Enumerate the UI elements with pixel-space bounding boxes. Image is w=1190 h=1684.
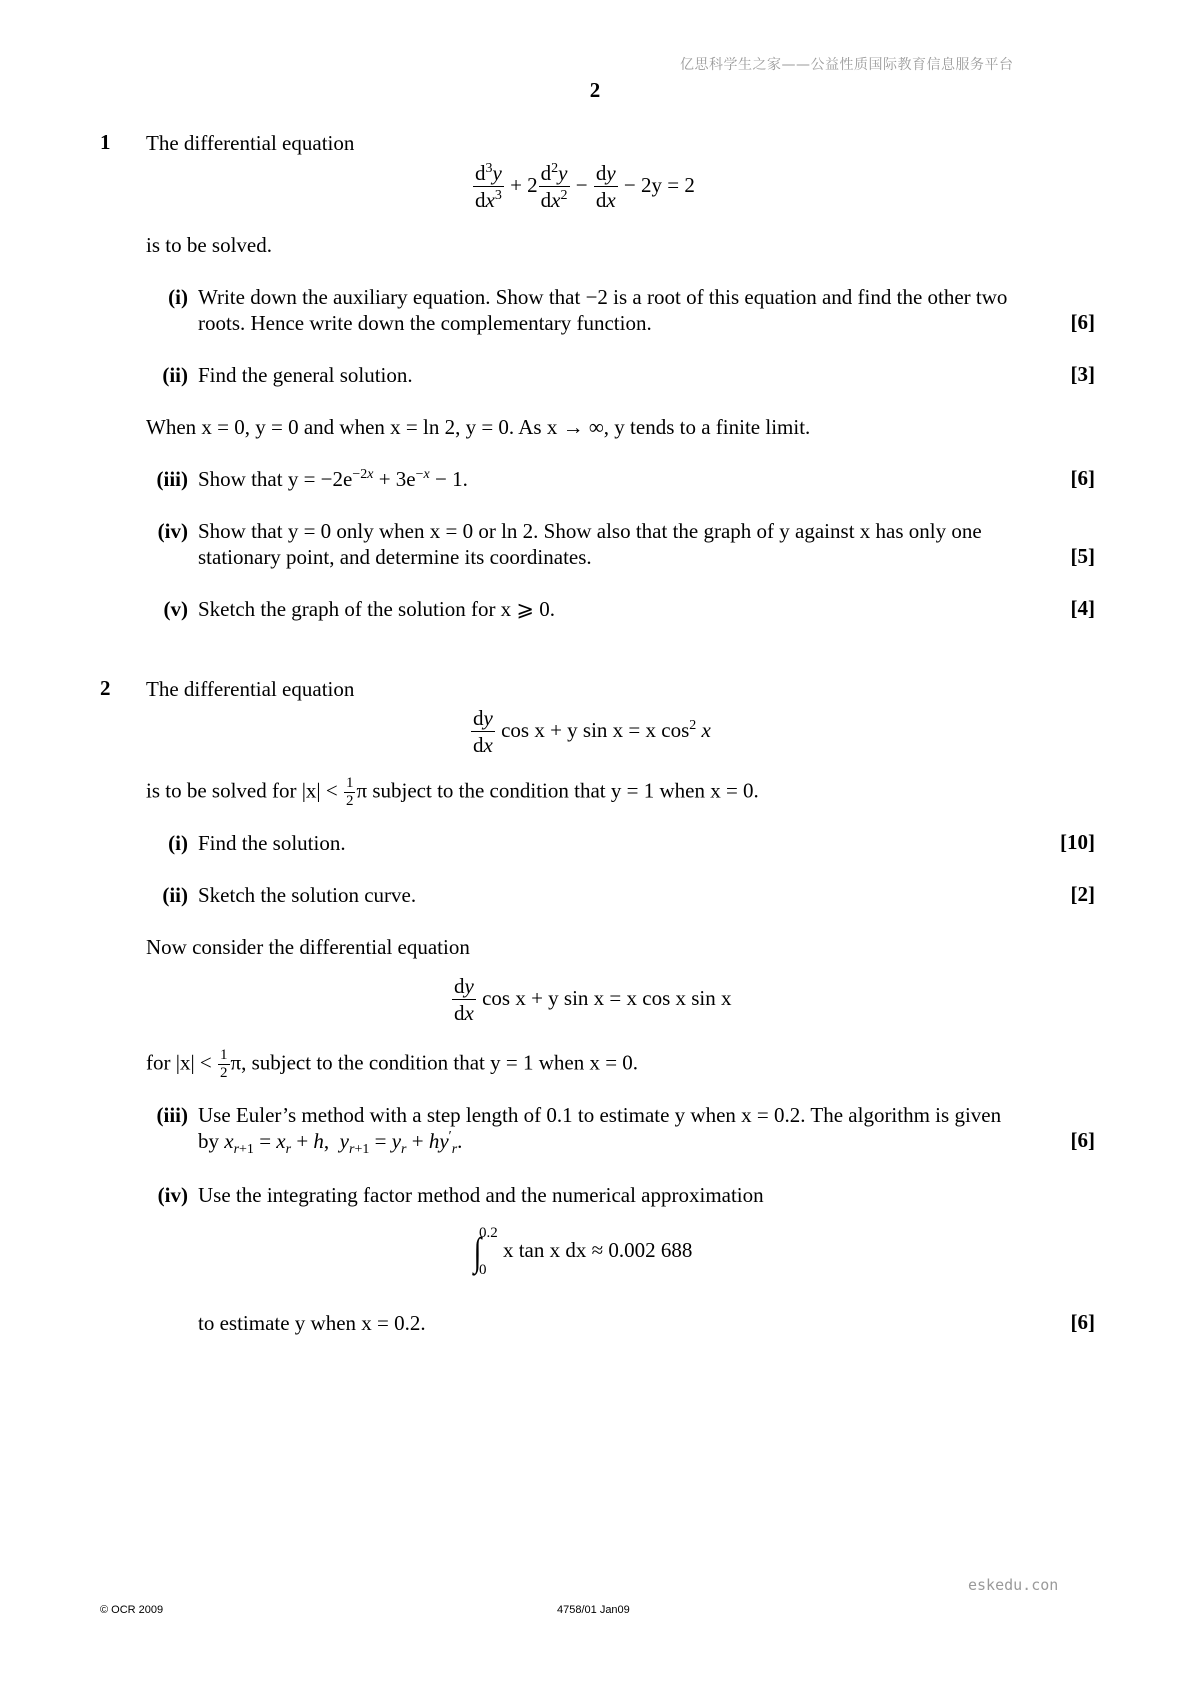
q2-now-consider: Now consider the differential equation [146, 935, 470, 959]
q2-part-i-marks: [10] [1060, 830, 1095, 854]
q2-part-iii [146, 1102, 1001, 1128]
q1-part-v-marks: [4] [1070, 596, 1095, 620]
question-1-after: is to be solved. [146, 233, 272, 257]
q2-part-iv-text: Use the integrating factor method and the numerical approximation [198, 1183, 764, 1207]
q1-part-ii-label: (ii) [162, 363, 188, 387]
q1-part-iv-label: (iv) [157, 519, 188, 543]
q1-equation-tail: − 2y = 2 [623, 172, 695, 197]
q1-part-ii [146, 362, 413, 388]
q1-part-iv-text: Show that y = 0 only when x = 0 or ln 2. Show also that the graph of y against x has only one [198, 519, 982, 543]
question-2-equation-1: $\frac{dy}{dx}$ cos x + y sin x = x $\cos^2 x$ [473, 706, 711, 757]
footer-copyright: © OCR 2009 [100, 1604, 164, 1616]
q2-part-iv-label: (iv) [157, 1183, 188, 1207]
q1-part-i-text-2: roots. Hence write down the complementary function. [198, 311, 652, 335]
q2-condition-1: is to be solved for |x| < $\frac{1}{2}$ π subject to the condition that y = 1 when x = 0. [146, 775, 759, 809]
q1-part-ii-marks: [3] [1070, 362, 1095, 386]
q1-part-v-text: Sketch the graph of the solution for x ⩾ 0. [198, 597, 556, 621]
q2-part-iii-text: Use Euler’s method with a step length of 0.1 to estimate y when x = 0.2. The algorithm is given [198, 1103, 1002, 1127]
q2-part-i-label: (i) [168, 831, 188, 855]
q2-condition-2: for |x| < $\frac{1}{2}$ π, subject to the condition that y = 1 when x = 0. [146, 1047, 639, 1081]
q1-part-iv-marks: [5] [1070, 544, 1095, 568]
q2-part-i [146, 830, 346, 856]
question-2-intro: The differential equation [146, 677, 355, 701]
q2-cond2-end: π, subject to the condition that y = 1 when x = 0. [230, 1050, 639, 1075]
q1-part-v-label: (v) [163, 597, 188, 621]
q2-eq2-rhs: cos x + y sin x = x cos x sin x [482, 985, 732, 1010]
q2-cond1-start: is to be solved for |x| < [146, 778, 338, 803]
q1-part-v [146, 596, 555, 622]
q1-part-i [146, 284, 1007, 310]
page-number: 2 [589, 78, 601, 102]
question-1-number: 1 [100, 130, 111, 154]
q2-part-iii-algorithm: by $x_{r+1} = x_r + h$, $y_{r+1} = y_r + hy'_r$. [198, 1129, 463, 1158]
q2-part-i-text: Find the solution. [198, 831, 346, 855]
watermark-top: 亿思科学生之家——公益性质国际教育信息服务平台 [680, 57, 1014, 73]
q1-part-ii-text: Find the general solution. [198, 363, 413, 387]
q1-part-iii-label: (iii) [156, 467, 188, 491]
q2-part-iv [146, 1182, 764, 1208]
q1-part-i-text: Write down the auxiliary equation. Show that −2 is a root of this equation and find the other two [198, 285, 1008, 309]
question-2-equation-2: $\frac{dy}{dx}$ cos x + y sin x = x cos x sin x [454, 974, 732, 1025]
q2-part-iii-label: (iii) [156, 1103, 188, 1127]
q2-integral [472, 1226, 692, 1278]
q2-part-ii-label: (ii) [162, 883, 188, 907]
q2-part-ii-marks: [2] [1070, 882, 1095, 906]
q1-condition: When x = 0, y = 0 and when x = ln 2, y = 0. As x → ∞, y tends to a finite limit. [146, 415, 811, 439]
question-2-number: 2 [100, 676, 111, 700]
q2-part-ii-text: Sketch the solution curve. [198, 883, 417, 907]
q2-eq1-rhs: cos x + y sin x = x cos [501, 717, 690, 742]
q2-integral-upper: 0.2 [478, 1225, 498, 1241]
q1-part-iv [146, 518, 982, 544]
q2-cond1-end: π subject to the condition that y = 1 when x = 0. [356, 778, 759, 803]
q2-eq1-end: x [701, 717, 711, 742]
integral-sign-icon: ∫ [473, 1229, 482, 1274]
watermark-bottom: eskedu.con [968, 1576, 1059, 1594]
question-1-equation: $\frac{d^3y}{dx^3}$ + 2 $\frac{d^2y}{dx^2}$ − $\frac{dy}{dx}$ − 2y = 2 [475, 161, 695, 212]
q1-part-iii: (iii) Show that $y = -2e^{-2x} + 3e^{-x} - 1$. [146, 466, 468, 492]
q1-part-i-label: (i) [168, 285, 188, 309]
q2-integral-lower: 0 [478, 1262, 487, 1278]
q2-part-iii-marks: [6] [1070, 1128, 1095, 1152]
q1-part-iv-text-2: stationary point, and determine its coordinates. [198, 545, 592, 569]
q2-part-iv-marks: [6] [1070, 1310, 1095, 1334]
q2-cond2-start: for |x| < [146, 1050, 212, 1075]
question-1-intro: The differential equation [146, 131, 355, 155]
q1-part-iii-marks: [6] [1070, 466, 1095, 490]
q1-part-iii-text: Show that y = −2e [198, 467, 353, 491]
footer-code: 4758/01 Jan09 [557, 1604, 630, 1616]
q2-part-ii [146, 882, 416, 908]
q2-integral-rhs: x tan x dx ≈ 0.002 688 [502, 1237, 693, 1262]
q1-part-i-marks: [6] [1070, 310, 1095, 334]
q2-part-iv-text-2: to estimate y when x = 0.2. [198, 1311, 426, 1335]
